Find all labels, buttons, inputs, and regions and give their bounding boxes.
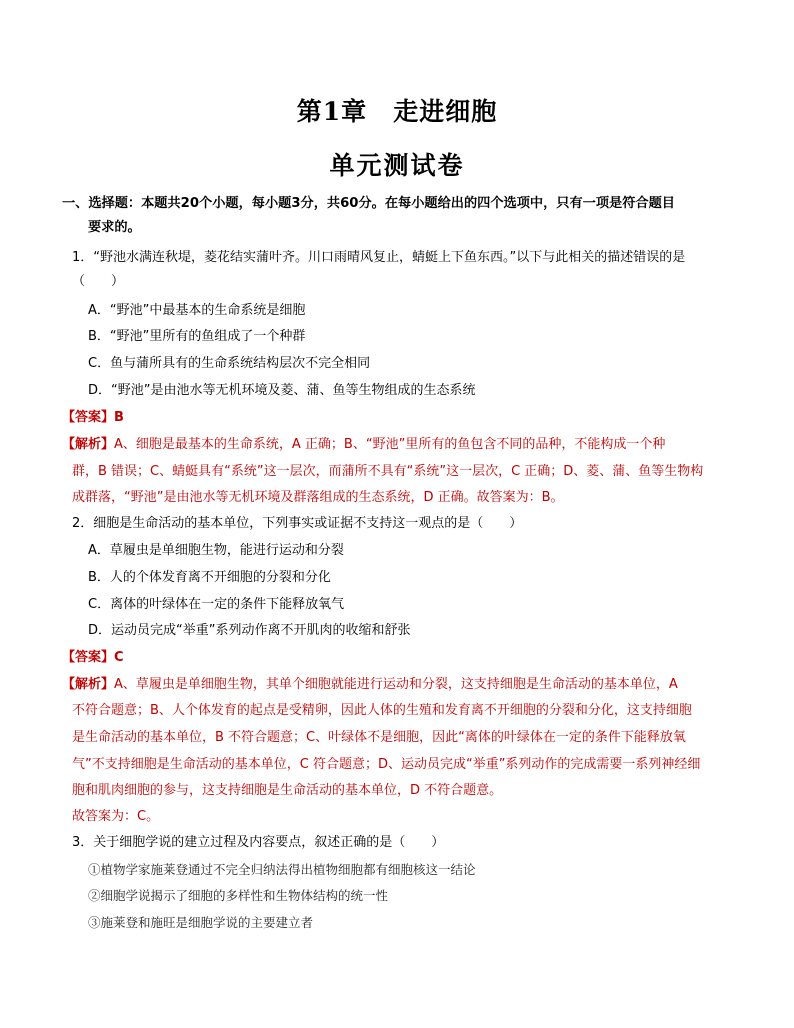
chapter-number: 第1章 — [296, 97, 368, 126]
q2-analysis-line-3: 是生命活动的基本单位，B 不符合题意；C、叶绿体不是细胞，因此“离体的叶绿体在一定的条件下能释放氧 — [72, 730, 686, 745]
test-subtitle: 单元测试卷 — [329, 151, 465, 180]
q2-option-a: A．草履虫是单细胞生物，能进行运动和分裂 — [88, 543, 344, 558]
q1-option-d: D．“野池”是由池水等无机环境及菱、蒲、鱼等生物组成的生态系统 — [88, 383, 476, 398]
q2-analysis-line-5: 胞和肌肉细胞的参与，这支持细胞是生命活动的基本单位，D 不符合题意。 — [72, 783, 503, 798]
q3-item-3: ③施莱登和施旺是细胞学说的主要建立者 — [88, 915, 314, 930]
q3-stem: 3．关于细胞学说的建立过程及内容要点，叙述正确的是（ ） — [72, 835, 445, 850]
q2-conclusion: 故答案为：C。 — [72, 809, 160, 824]
q1-stem-line-1: 1．“野池水满连秋堤，菱花结实蒲叶齐。川口雨晴风复止，蜻蜓上下鱼东西。”以下与此相关的描述错误的是 — [72, 250, 686, 265]
q2-option-b: B．人的个体发育离不开细胞的分裂和分化 — [88, 570, 331, 585]
q1-analysis-line-2: 群，B 错误；C、蜻蜓具有“系统”这一层次，而蒲所不具有“系统”这一层次，C 正确；D、菱、蒲、鱼等生物构 — [72, 464, 704, 479]
q2-analysis-line-4: 气”不支持细胞是生命活动的基本单位，C 符合题意；D、运动员完成“举重”系列动作的完成需要一系列神经细 — [72, 757, 701, 772]
q1-option-a: A．“野池”中最基本的生命系统是细胞 — [88, 303, 306, 318]
q3-item-1: ①植物学家施莱登通过不完全归纳法得出植物细胞都有细胞核这一结论 — [88, 862, 476, 877]
q1-analysis-line-1: 【解析】A、细胞是最基本的生命系统，A 正确；B、“野池”里所有的鱼包含不同的品种，不能构成一个种 — [62, 437, 666, 452]
q2-analysis-line-1: 【解析】A、草履虫是单细胞生物，其单个细胞就能进行运动和分裂，这支持细胞是生命活动的基本单位，A — [62, 677, 678, 692]
section-instruction-line-1: 一、选择题：本题共20个小题，每小题3分，共60分。在每小题给出的四个选项中，只有一项是符合题目 — [62, 196, 675, 211]
q2-analysis-line-2: 不符合题意；B、人个体发育的起点是受精卵，因此人体的生殖和发育离不开细胞的分裂和分化，这支持细胞 — [72, 703, 692, 718]
q1-answer: 【答案】B — [62, 410, 124, 425]
q1-option-c: C．鱼与蒲所具有的生命系统结构层次不完全相同 — [88, 356, 371, 371]
q3-item-2: ②细胞学说揭示了细胞的多样性和生物体结构的统一性 — [88, 888, 389, 903]
q1-analysis-line-3: 成群落，“野池”是由池水等无机环境及群落组成的生态系统，D 正确。故答案为：B。 — [72, 490, 564, 505]
q2-stem: 2．细胞是生命活动的基本单位，下列事实或证据不支持这一观点的是（ ） — [72, 516, 523, 531]
section-instruction-line-2: 要求的。 — [88, 220, 141, 235]
q1-option-b: B．“野池”里所有的鱼组成了一个种群 — [88, 329, 306, 344]
q2-option-d: D．运动员完成“举重”系列动作离不开肌肉的收缩和舒张 — [88, 623, 411, 638]
q2-answer: 【答案】C — [62, 650, 124, 665]
q2-option-c: C．离体的叶绿体在一定的条件下能释放氧气 — [88, 597, 345, 612]
chapter-title — [0, 92, 794, 128]
q1-stem-line-2: （ ） — [72, 274, 125, 289]
chapter-name: 走进细胞 — [393, 97, 498, 126]
